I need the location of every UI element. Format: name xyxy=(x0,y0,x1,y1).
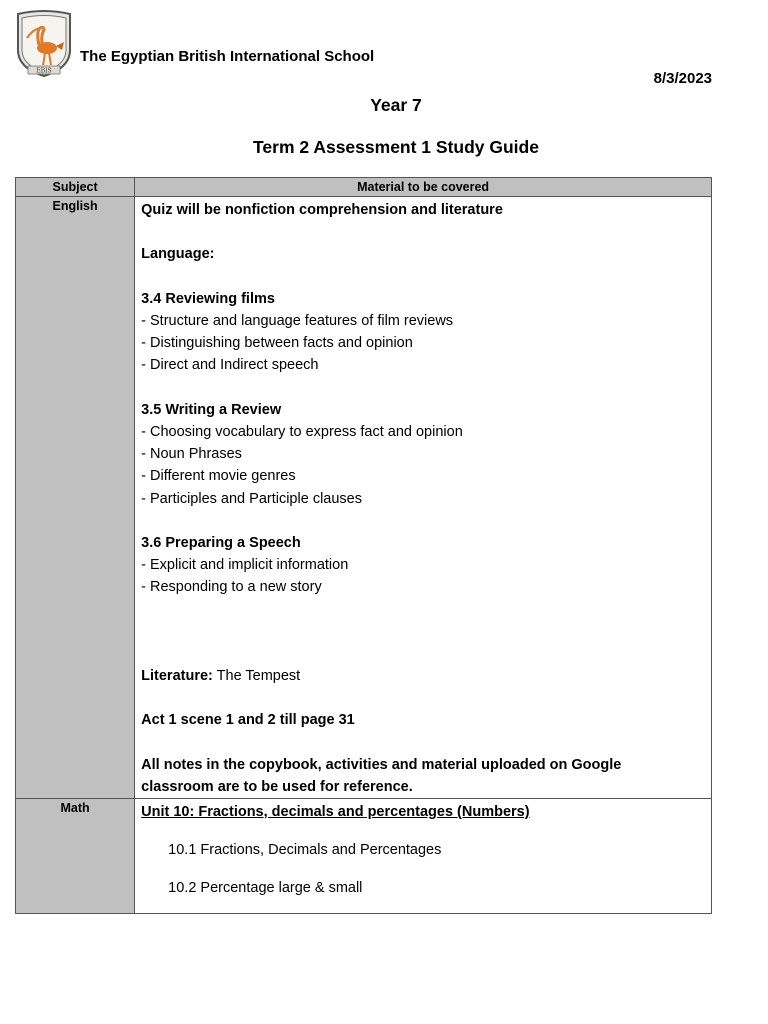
literature-label: Literature: xyxy=(141,667,213,684)
document-title: Term 2 Assessment 1 Study Guide xyxy=(253,137,539,157)
school-name: The Egyptian British International School xyxy=(80,48,375,65)
notes-line-2: classroom are to be used for reference. xyxy=(141,778,413,795)
list-item: - Explicit and implicit information xyxy=(141,557,349,574)
math-material xyxy=(135,798,712,913)
section-heading: 3.4 Reviewing films xyxy=(141,290,275,307)
material-column-header: Material to be covered xyxy=(135,178,712,197)
english-material xyxy=(135,197,712,799)
list-item: - Distinguishing between facts and opinion xyxy=(141,335,413,352)
literature-value: The Tempest xyxy=(216,667,301,684)
literature-line xyxy=(141,665,705,687)
language-heading: Language: xyxy=(141,246,215,263)
math-row xyxy=(16,798,712,913)
subject-math: Math xyxy=(16,798,135,913)
school-logo xyxy=(14,10,74,80)
section-heading: 3.5 Writing a Review xyxy=(141,401,282,418)
list-item: 10.1 Fractions, Decimals and Percentages xyxy=(168,842,442,859)
unit-heading: Unit 10: Fractions, decimals and percentages (Numbers) xyxy=(141,803,530,820)
list-item: - Direct and Indirect speech xyxy=(141,357,319,374)
list-item: - Choosing vocabulary to express fact and opinion xyxy=(141,423,463,440)
section-heading: 3.6 Preparing a Speech xyxy=(141,534,301,551)
quiz-note: Quiz will be nonfiction comprehension and literature xyxy=(141,202,503,218)
english-row xyxy=(16,197,712,799)
list-item: - Different movie genres xyxy=(141,468,296,485)
document-date: 8/3/2023 xyxy=(653,70,712,87)
list-item: - Structure and language features of film reviews xyxy=(141,312,454,329)
list-item: - Noun Phrases xyxy=(141,446,242,463)
list-item: - Responding to a new story xyxy=(141,579,322,596)
subject-column-header: Subject xyxy=(16,178,135,197)
table-header-row xyxy=(16,178,712,197)
act-note: Act 1 scene 1 and 2 till page 31 xyxy=(141,712,355,729)
list-item: - Participles and Participle clauses xyxy=(141,490,362,507)
svg-text:EBIS: EBIS xyxy=(36,67,52,75)
year-heading: Year 7 xyxy=(370,95,422,115)
subject-english: English xyxy=(16,197,135,799)
study-guide-table xyxy=(15,177,712,914)
notes-line-1: All notes in the copybook, activities and material uploaded on Google xyxy=(141,756,622,773)
list-item: 10.2 Percentage large & small xyxy=(168,880,363,897)
